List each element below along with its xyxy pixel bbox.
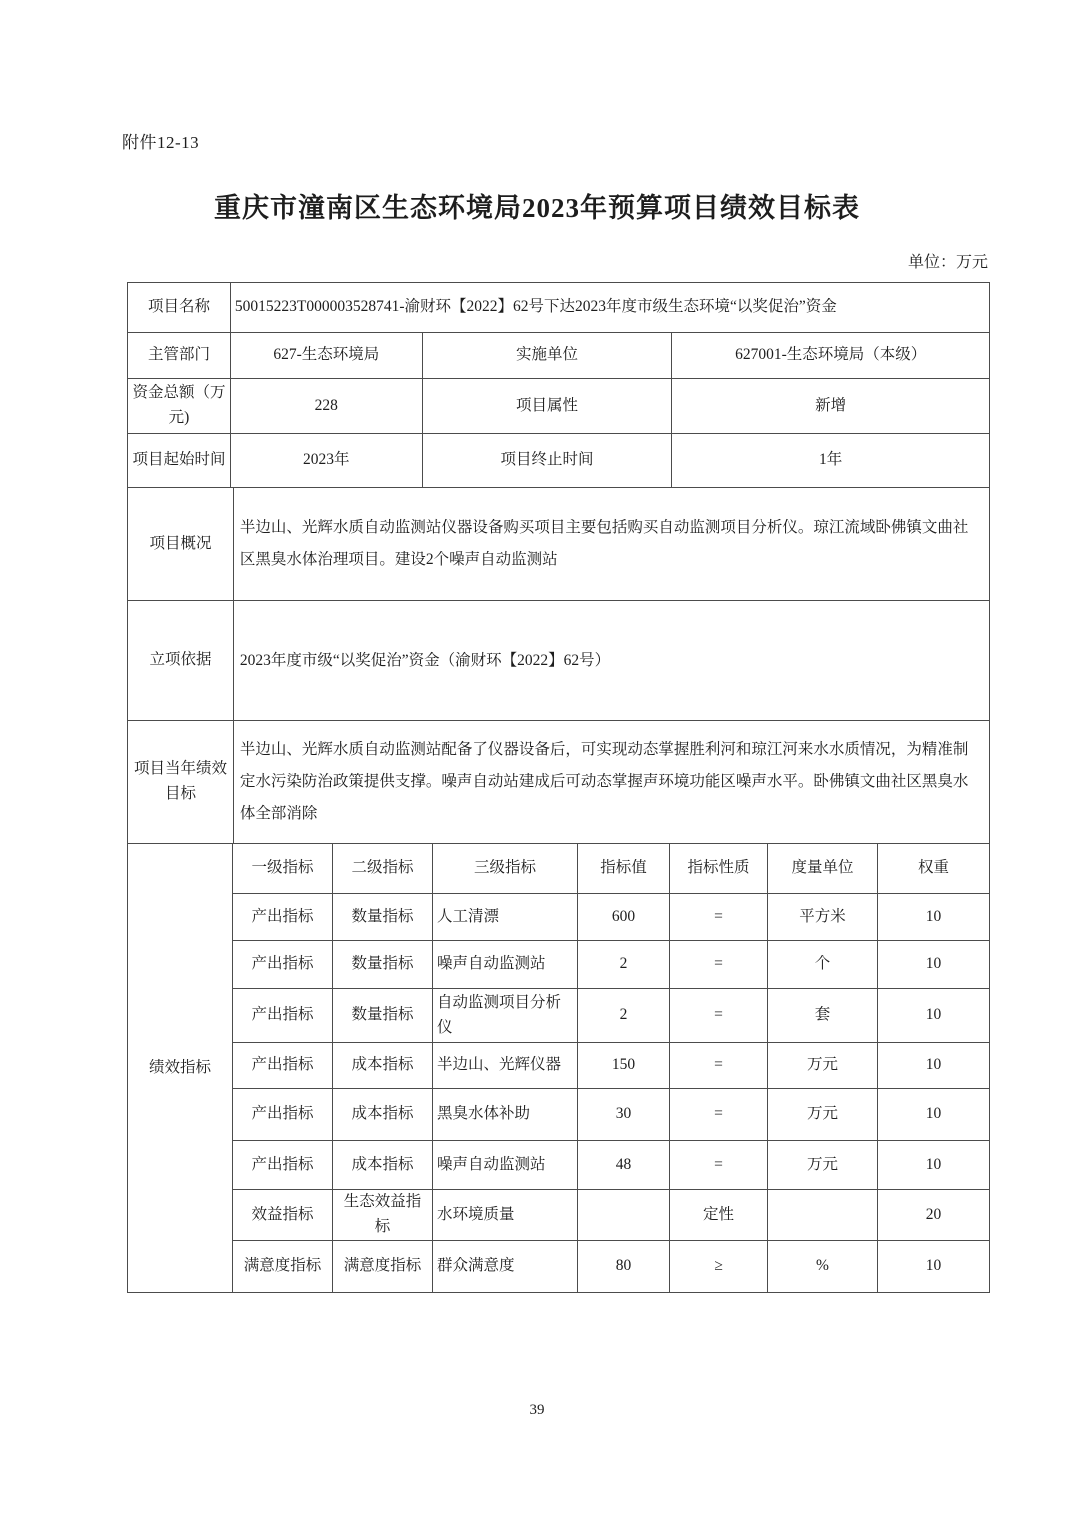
indicator-level3: 噪声自动监测站 (433, 941, 578, 989)
indicator-level2: 数量指标 (333, 894, 433, 941)
header-nature: 指标性质 (670, 844, 768, 894)
indicator-row (233, 894, 990, 941)
indicator-unit: 平方米 (768, 894, 878, 941)
indicator-level2: 数量指标 (333, 989, 433, 1043)
indicator-weight: 10 (878, 1089, 990, 1141)
indicator-unit: 套 (768, 989, 878, 1043)
indicator-level3: 人工清漂 (433, 894, 578, 941)
indicator-level3: 黑臭水体补助 (433, 1089, 578, 1141)
indicator-level2: 生态效益指标 (333, 1190, 433, 1241)
indicator-level1: 效益指标 (233, 1190, 333, 1241)
indicator-level2: 成本指标 (333, 1043, 433, 1089)
indicator-level3: 半边山、光辉仪器 (433, 1043, 578, 1089)
indicator-level1: 产出指标 (233, 989, 333, 1043)
indicator-level1: 满意度指标 (233, 1241, 333, 1293)
indicator-row (233, 1190, 990, 1241)
indicators-header-row (233, 844, 990, 894)
indicator-nature: 定性 (670, 1190, 768, 1241)
indicator-unit: 个 (768, 941, 878, 989)
indicator-row (233, 1089, 990, 1141)
indicator-row (233, 1043, 990, 1089)
indicator-value: 48 (578, 1141, 670, 1190)
indicator-unit: % (768, 1241, 878, 1293)
start-time-value: 2023年 (231, 434, 423, 488)
indicator-level1: 产出指标 (233, 1089, 333, 1141)
basis-label: 立项依据 (128, 601, 234, 721)
indicator-level2: 成本指标 (333, 1089, 433, 1141)
indicator-level1: 产出指标 (233, 941, 333, 989)
basis-value: 2023年度市级“以奖促治”资金（渝财环【2022】62号） (234, 601, 990, 721)
indicator-value: 30 (578, 1089, 670, 1141)
indicator-weight: 10 (878, 989, 990, 1043)
indicator-nature: = (670, 1141, 768, 1190)
impl-unit-value: 627001-生态环境局（本级） (672, 333, 990, 379)
attribute-value: 新增 (672, 379, 990, 434)
indicator-level3: 噪声自动监测站 (433, 1141, 578, 1190)
indicator-value: 2 (578, 989, 670, 1043)
indicator-row (233, 1241, 990, 1293)
row-dept (128, 333, 990, 379)
indicator-level1: 产出指标 (233, 894, 333, 941)
indicator-value (578, 1190, 670, 1241)
row-overview (128, 488, 990, 601)
indicator-weight: 10 (878, 1241, 990, 1293)
indicator-nature: = (670, 941, 768, 989)
indicator-nature: = (670, 989, 768, 1043)
indicator-level3: 自动监测项目分析仪 (433, 989, 578, 1043)
header-level1: 一级指标 (233, 844, 333, 894)
indicator-value: 150 (578, 1043, 670, 1089)
indicator-unit: 万元 (768, 1141, 878, 1190)
total-fund-label: 资金总额（万元) (128, 379, 231, 434)
indicator-weight: 10 (878, 941, 990, 989)
page-title: 重庆市潼南区生态环境局2023年预算项目绩效目标表 (214, 193, 860, 223)
indicator-nature: = (670, 1043, 768, 1089)
header-value: 指标值 (578, 844, 670, 894)
annual-target-label: 项目当年绩效目标 (128, 721, 234, 844)
indicator-nature: ≥ (670, 1241, 768, 1293)
indicators-table (233, 844, 990, 1293)
header-level2: 二级指标 (333, 844, 433, 894)
indicator-nature: = (670, 1089, 768, 1141)
unit-note: 单位：万元 (907, 254, 988, 271)
indicator-row (233, 941, 990, 989)
start-time-label: 项目起始时间 (128, 434, 231, 488)
indicator-weight: 20 (878, 1190, 990, 1241)
page-number: 39 (529, 1402, 545, 1418)
row-time (128, 434, 990, 488)
indicator-value: 80 (578, 1241, 670, 1293)
indicator-level3: 群众满意度 (433, 1241, 578, 1293)
header-level3: 三级指标 (433, 844, 578, 894)
total-fund-value: 228 (231, 379, 423, 434)
header-weight: 权重 (878, 844, 990, 894)
indicator-level2: 数量指标 (333, 941, 433, 989)
indicator-unit: 万元 (768, 1089, 878, 1141)
header-unit: 度量单位 (768, 844, 878, 894)
indicator-unit (768, 1190, 878, 1241)
row-project-name (128, 283, 990, 333)
indicator-nature: = (670, 894, 768, 941)
row-annual-target (128, 721, 990, 844)
indicators-section (128, 844, 990, 1293)
attribute-label: 项目属性 (423, 379, 673, 434)
indicator-level2: 成本指标 (333, 1141, 433, 1190)
indicator-level1: 产出指标 (233, 1141, 333, 1190)
overview-value: 半边山、光辉水质自动监测站仪器设备购买项目主要包括购买自动监测项目分析仪。琼江流域卧佛镇文曲社区黑臭水体治理项目。建设2个噪声自动监测站 (234, 488, 990, 601)
indicator-row (233, 1141, 990, 1190)
indicator-weight: 10 (878, 894, 990, 941)
annual-target-value: 半边山、光辉水质自动监测站配备了仪器设备后，可实现动态掌握胜利河和琼江河来水水质情况，为精准制定水污染防治政策提供支撑。噪声自动站建成后可动态掌握声环境功能区噪声水平。卧佛镇文曲社区黑臭水体全部消除 (234, 721, 990, 844)
end-time-value: 1年 (672, 434, 990, 488)
end-time-label: 项目终止时间 (423, 434, 673, 488)
project-name-label: 项目名称 (128, 283, 231, 333)
indicator-level2: 满意度指标 (333, 1241, 433, 1293)
indicator-value: 2 (578, 941, 670, 989)
indicator-level3: 水环境质量 (433, 1190, 578, 1241)
project-name-value: 50015223T000003528741-渝财环【2022】62号下达2023年度市级生态环境“以奖促治”资金 (231, 283, 990, 333)
indicator-weight: 10 (878, 1043, 990, 1089)
indicator-weight: 10 (878, 1141, 990, 1190)
indicators-label: 绩效指标 (128, 844, 233, 1293)
row-basis (128, 601, 990, 721)
indicator-row (233, 989, 990, 1043)
dept-label: 主管部门 (128, 333, 231, 379)
indicator-value: 600 (578, 894, 670, 941)
performance-target-table (127, 282, 990, 1293)
row-fund (128, 379, 990, 434)
overview-label: 项目概况 (128, 488, 234, 601)
indicator-unit: 万元 (768, 1043, 878, 1089)
dept-value: 627-生态环境局 (231, 333, 423, 379)
impl-unit-label: 实施单位 (423, 333, 673, 379)
indicator-level1: 产出指标 (233, 1043, 333, 1089)
attachment-label: 附件12-13 (122, 133, 200, 152)
